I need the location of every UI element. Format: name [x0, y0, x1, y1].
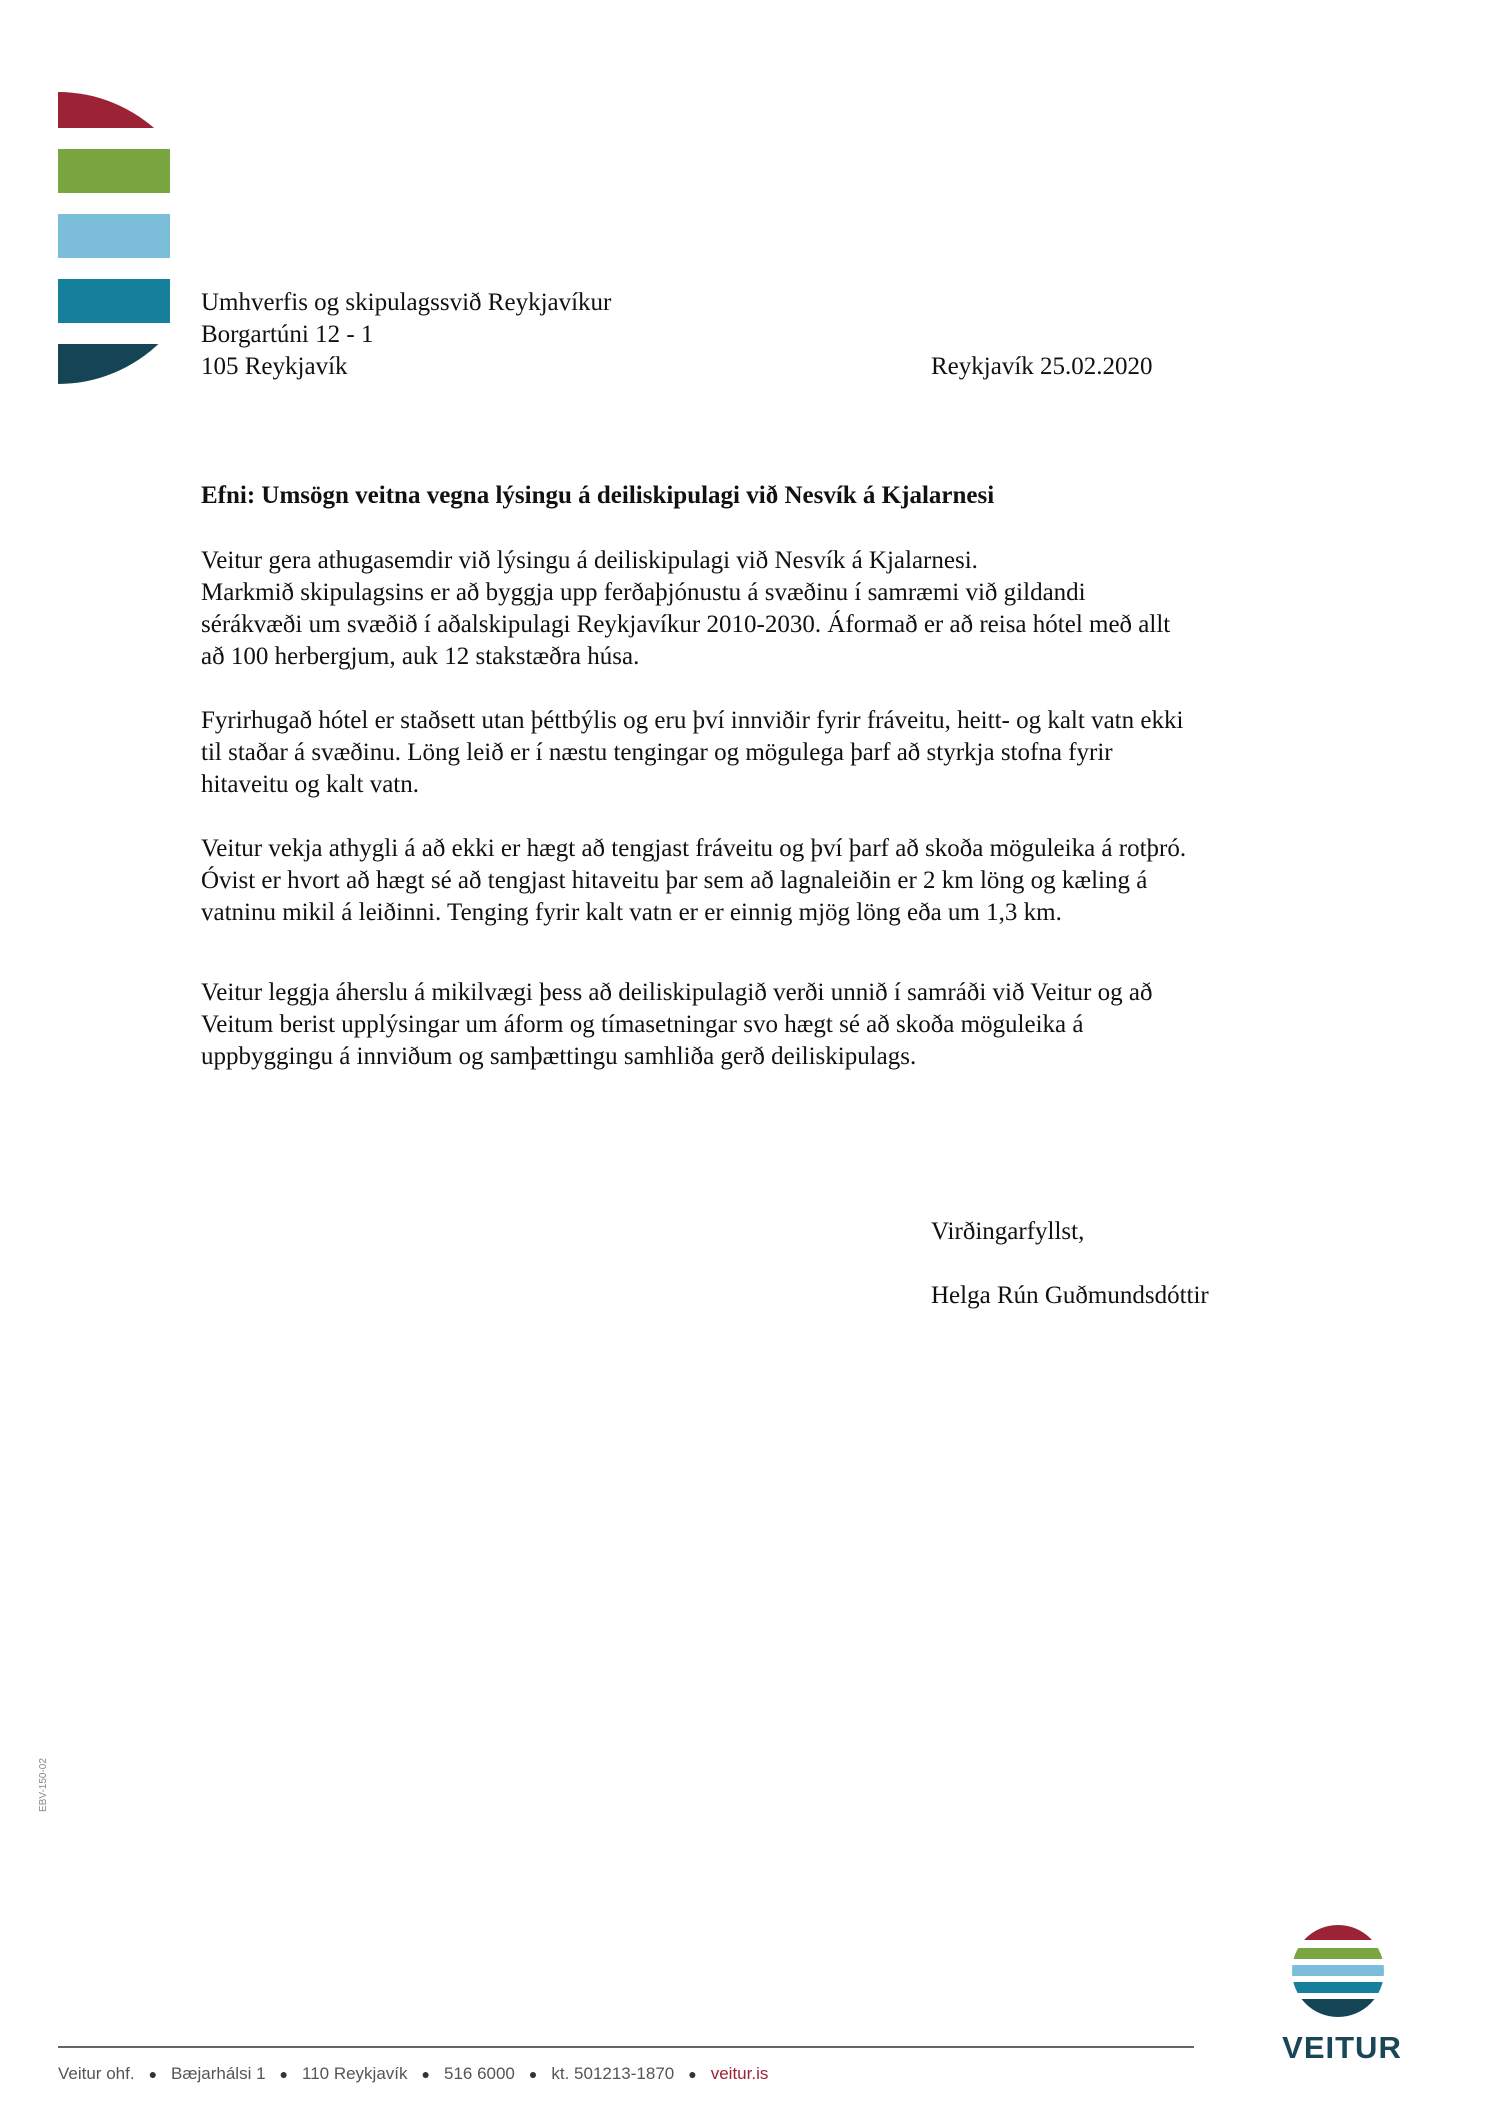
recipient-street: Borgartúni 12 - 1 [201, 321, 374, 348]
footer-company: Veitur ohf. [58, 2064, 135, 2083]
footer-website-link[interactable]: veitur.is [710, 2064, 769, 2083]
bullet-separator: ● [421, 2066, 430, 2082]
bullet-separator: ● [528, 2066, 538, 2082]
footer-city: 110 Reykjavík [302, 2064, 408, 2083]
paragraph-line: Markmið skipulagsins er að byggja upp ferðaþjónustu á svæðinu í samræmi við gildandi [201, 579, 1086, 606]
letter-date: Reykjavík 25.02.2020 [931, 353, 1153, 380]
letter-subject: Efni: Umsögn veitna vegna lýsingu á deiliskipulagi við Nesvík á Kjalarnesi [201, 482, 995, 509]
bullet-separator: ● [279, 2066, 288, 2082]
bullet-separator: ● [148, 2066, 158, 2082]
footer-kt: kt. 501213-1870 [551, 2064, 675, 2083]
recipient-address [201, 287, 611, 383]
footer-phone: 516 6000 [443, 2064, 515, 2083]
paragraph-line: til staðar á svæðinu. Löng leið er í næstu tengingar og mögulega þarf að styrkja stofna fyrir [201, 739, 1113, 766]
paragraph-line: Óvist er hvort að hægt sé að tengjast hitaveitu þar sem að lagnaleiðin er 2 km löng og kæling á [201, 867, 1148, 894]
paragraph-line: uppbyggingu á innviðum og samþættingu samhliða gerð deiliskipulags. [201, 1043, 917, 1070]
paragraph-3 [201, 833, 1331, 929]
veitur-logo-icon [1283, 1922, 1393, 2020]
signer-name: Helga Rún Guðmundsdóttir [931, 1282, 1209, 1309]
footer-street: Bæjarhálsi 1 [171, 2064, 266, 2083]
footer-divider [58, 2046, 1194, 2048]
paragraph-2 [201, 705, 1331, 801]
bullet-separator: ● [688, 2066, 697, 2082]
paragraph-line: að 100 herbergjum, auk 12 stakstæðra húsa. [201, 643, 640, 670]
recipient-name: Umhverfis og skipulagssvið Reykjavíkur [201, 289, 612, 316]
recipient-city: 105 Reykjavík [201, 353, 348, 380]
paragraph-line: Veitur leggja áherslu á mikilvægi þess að deiliskipulagið verði unnið í samráði við Veitur og að [201, 979, 1153, 1006]
footer-contact [58, 2063, 768, 2085]
veitur-wordmark: VEITUR [1282, 2030, 1402, 2065]
paragraph-line: Veitum berist upplýsingar um áform og tímasetningar svo hægt sé að skoða möguleika á [201, 1011, 1084, 1038]
paragraph-line: sérákvæði um svæðið í aðalskipulagi Reykjavíkur 2010-2030. Áformað er að reisa hótel með allt [201, 611, 1171, 638]
paragraph-line: Veitur vekja athygli á að ekki er hægt að tengjast fráveitu og því þarf að skoða möguleika á rotþró. [201, 835, 1187, 862]
paragraph-4 [201, 977, 1331, 1073]
paragraph-line: Fyrirhugað hótel er staðsett utan þéttbýlis og eru því innviðir fyrir fráveitu, heitt- og kalt vatn ekki [201, 707, 1184, 734]
paragraph-line: hitaveitu og kalt vatn. [201, 771, 420, 798]
veitur-logo-mark-icon [58, 92, 170, 384]
paragraph-line: vatninu mikil á leiðinni. Tenging fyrir kalt vatn er er einnig mjög löng eða um 1,3 km. [201, 899, 1062, 926]
paragraph-1 [201, 545, 1331, 673]
paragraph-line: Veitur gera athugasemdir við lýsingu á deiliskipulagi við Nesvík á Kjalarnesi. [201, 547, 978, 574]
document-code: EBV-150-02 [38, 1758, 49, 1812]
closing-salutation: Virðingarfyllst, [931, 1218, 1085, 1245]
